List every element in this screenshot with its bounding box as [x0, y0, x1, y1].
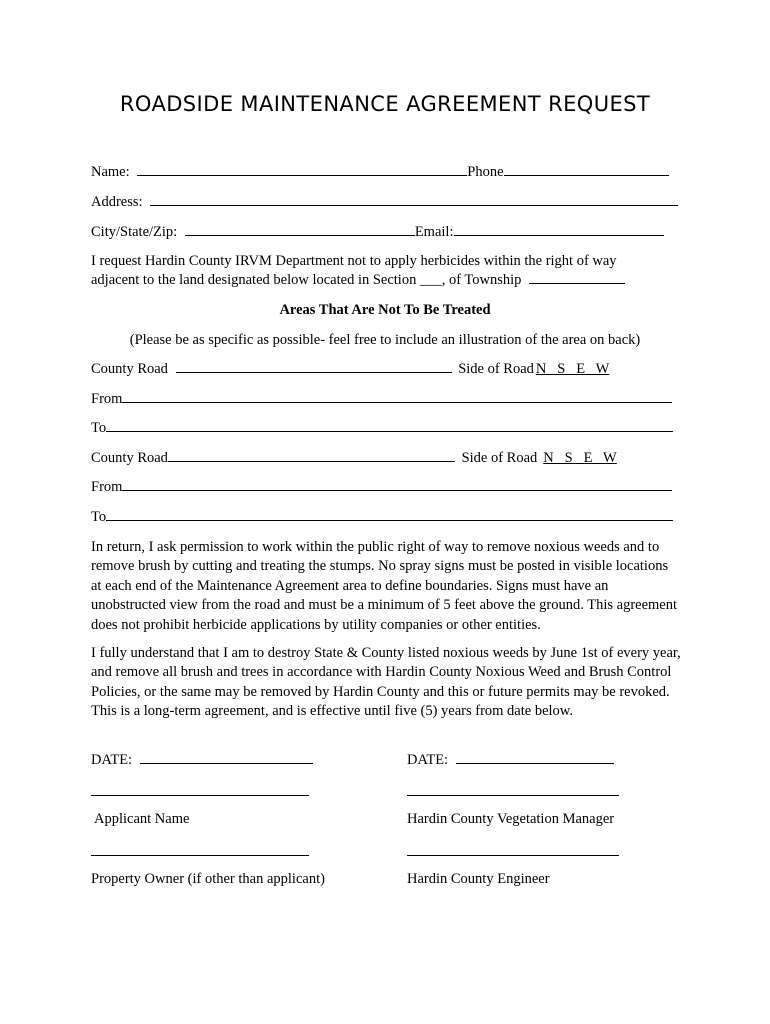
- from-field[interactable]: [122, 390, 672, 403]
- phone-field[interactable]: [504, 163, 669, 176]
- date-label: DATE:: [91, 752, 133, 768]
- county-road-field[interactable]: [168, 449, 455, 462]
- city-state-zip-label: City/State/Zip:: [91, 224, 178, 240]
- name-field[interactable]: [137, 163, 467, 176]
- vegetation-manager-label: Hardin County Vegetation Manager: [407, 811, 615, 827]
- side-of-road-label: Side of Road: [461, 450, 538, 466]
- permission-paragraph: In return, I ask permission to work within the public right of way to remove noxious weeds and to remove brush by cutting and treating the stumps. No spray signs must be posted in visible locations at each end of the Maintenance Agreement area to define boundaries. Signs must have an unobstructed view from the road and must be a minimum of 5 feet above the ground. This agreement does not prohibit herbicide applications by utility companies or other entities.: [91, 539, 678, 633]
- applicant-name-label: Applicant Name: [94, 811, 190, 827]
- phone-label: Phone: [467, 164, 504, 180]
- form-title: ROADSIDE MAINTENANCE AGREEMENT REQUEST: [119, 92, 651, 116]
- to-label: To: [91, 420, 107, 436]
- name-label: Name:: [91, 164, 130, 180]
- county-road-field[interactable]: [176, 360, 452, 373]
- county-road-label: County Road: [91, 450, 168, 466]
- road1-to-row: [91, 419, 673, 437]
- areas-heading: Areas That Are Not To Be Treated: [279, 302, 491, 318]
- email-label: Email:: [414, 224, 454, 240]
- township-field[interactable]: [529, 271, 625, 284]
- to-field[interactable]: [106, 508, 673, 521]
- road1-row: [91, 360, 611, 378]
- request-line-2-text: adjacent to the land designated below located in Section ___, of Township: [91, 272, 522, 288]
- from-label: From: [91, 479, 123, 495]
- property-owner-label: Property Owner (if other than applicant): [91, 871, 325, 887]
- city-row: [91, 223, 664, 241]
- property-owner-signature-line[interactable]: [91, 855, 309, 856]
- from-label: From: [91, 391, 123, 407]
- road2-to-row: [91, 508, 673, 526]
- applicant-date-field[interactable]: [140, 751, 313, 764]
- county-date-row: [407, 751, 614, 769]
- address-row: [91, 193, 678, 211]
- from-field[interactable]: [122, 478, 672, 491]
- county-engineer-label: Hardin County Engineer: [407, 871, 550, 887]
- road2-from-row: [91, 478, 672, 496]
- vegetation-manager-signature-line[interactable]: [407, 795, 619, 796]
- understanding-paragraph: I fully understand that I am to destroy State & County listed noxious weeds by June 1st of every year, and remove all brush and trees in accordance with Hardin County Noxious Weed and Brush Control Policies, or the same may be removed by Hardin County and this or future permits may be revoked. This is a long-term agreement, and is effective until five (5) years from date below.: [91, 645, 681, 720]
- road2-row: [91, 449, 619, 467]
- request-line-1: I request Hardin County IRVM Department not to apply herbicides within the right of way: [91, 253, 617, 269]
- county-road-label: County Road: [91, 361, 168, 377]
- name-row: [91, 163, 669, 181]
- request-line-2: [91, 271, 625, 289]
- email-field[interactable]: [454, 223, 664, 236]
- applicant-date-row: [91, 751, 313, 769]
- to-field[interactable]: [106, 419, 673, 432]
- areas-note: (Please be as specific as possible- feel free to include an illustration of the area on back): [129, 332, 641, 348]
- address-field[interactable]: [150, 193, 678, 206]
- county-date-field[interactable]: [456, 751, 614, 764]
- date-label: DATE:: [407, 752, 449, 768]
- to-label: To: [91, 509, 107, 525]
- side-of-road-label: Side of Road: [458, 361, 534, 377]
- address-label: Address:: [91, 194, 143, 210]
- side-of-road-options[interactable]: N S E W: [543, 450, 617, 466]
- county-engineer-signature-line[interactable]: [407, 855, 619, 856]
- road1-from-row: [91, 390, 672, 408]
- applicant-signature-line[interactable]: [91, 795, 309, 796]
- side-of-road-options[interactable]: N S E W: [535, 361, 610, 377]
- city-state-zip-field[interactable]: [185, 223, 415, 236]
